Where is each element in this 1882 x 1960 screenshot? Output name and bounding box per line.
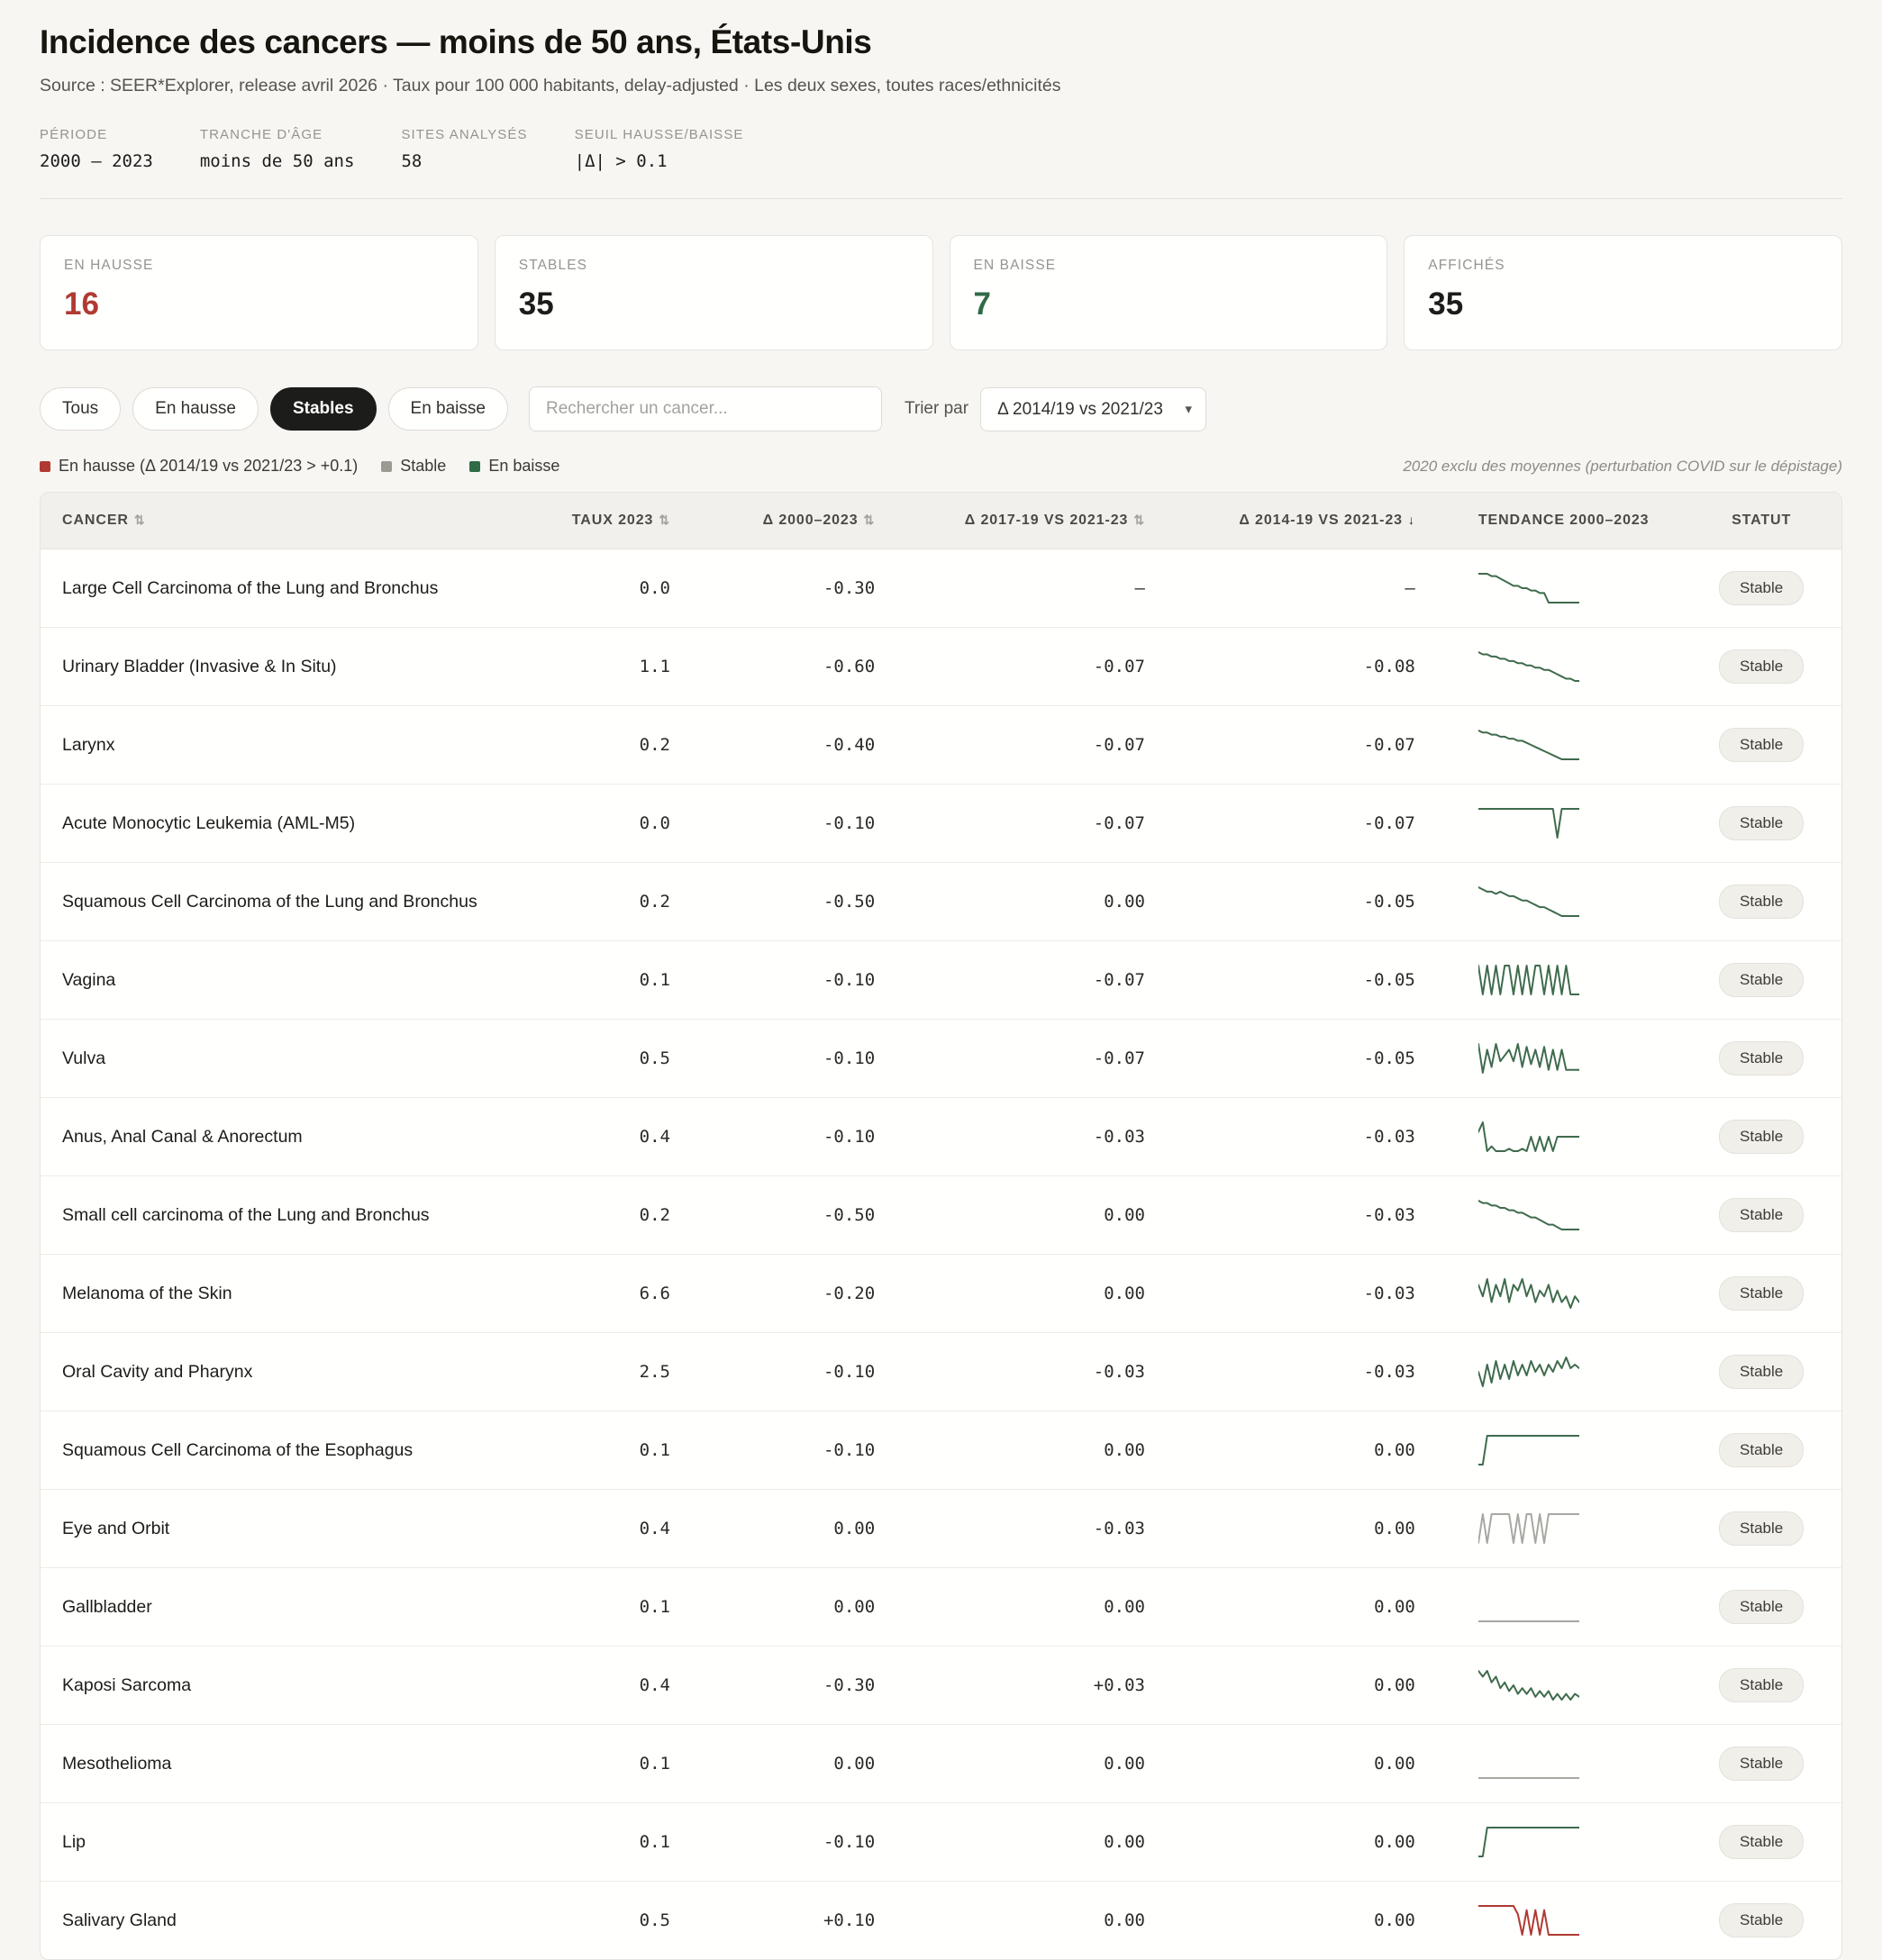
cell-delta-2017-19: 0.00 [911,1568,1181,1647]
cell-delta-2000-2023: -0.10 [701,941,911,1020]
cell-taux-2023: 0.2 [541,863,701,941]
cell-trend-sparkline [1451,1568,1681,1647]
table-row[interactable] [41,1647,1841,1725]
cell-delta-2014-19: -0.03 [1181,1176,1451,1255]
filter-stables[interactable]: Stables [270,387,377,431]
col-statut-label: STATUT [1732,513,1792,528]
cell-trend-sparkline [1451,785,1681,863]
stat-card-en-hausse-label: EN HAUSSE [64,258,154,273]
stat-card-affiches [1404,235,1842,350]
meta-periode-label: PÉRIODE [40,127,108,142]
cell-delta-2014-19: -0.05 [1181,1020,1451,1098]
cell-cancer: Urinary Bladder (Invasive & In Situ) [41,628,541,706]
cell-delta-2017-19: 0.00 [911,1803,1181,1882]
cell-taux-2023: 2.5 [541,1333,701,1411]
legend-swatch-en-baisse [469,461,480,472]
cell-statut [1681,1803,1841,1882]
col-delta-2017-19-label: Δ 2017-19 VS 2021-23 [964,513,1129,528]
table-row[interactable] [41,1411,1841,1490]
cell-statut [1681,1255,1841,1333]
cell-cancer: Gallbladder [41,1568,541,1647]
status-badge: Stable [1719,1590,1804,1624]
cell-delta-2000-2023: -0.10 [701,1020,911,1098]
cell-delta-2000-2023: -0.30 [701,549,911,628]
cell-statut [1681,785,1841,863]
cell-delta-2014-19: 0.00 [1181,1647,1451,1725]
col-cancer-label: CANCER [62,513,129,528]
meta-sites-value: 58 [401,151,423,171]
cell-delta-2017-19: 0.00 [911,1725,1181,1803]
cell-delta-2014-19: 0.00 [1181,1411,1451,1490]
cell-delta-2014-19: -0.03 [1181,1255,1451,1333]
legend-note: 2020 exclu des moyennes (perturbation COVID sur le dépistage) [1403,457,1842,475]
legend-label-stable: Stable [400,457,447,475]
cell-taux-2023: 0.4 [541,1490,701,1568]
cell-taux-2023: 0.5 [541,1020,701,1098]
cell-delta-2000-2023: -0.10 [701,1803,911,1882]
cell-delta-2014-19: 0.00 [1181,1803,1451,1882]
meta-seuil-label: SEUIL HAUSSE/BAISSE [574,127,744,142]
status-badge: Stable [1719,1041,1804,1075]
cell-delta-2000-2023: -0.50 [701,1176,911,1255]
cell-taux-2023: 0.5 [639,1910,670,1930]
status-badge: Stable [1719,806,1804,840]
meta-sites-label: SITES ANALYSÉS [401,127,528,142]
stat-card-en-hausse [40,235,478,350]
table-row[interactable] [41,1568,1841,1647]
table-body [41,549,1841,1960]
cell-cancer: Oral Cavity and Pharynx [41,1333,541,1411]
cell-delta-2000-2023: 0.00 [701,1490,911,1568]
status-badge: Stable [1719,1120,1804,1154]
status-badge: Stable [1719,1276,1804,1311]
table-row[interactable] [41,628,1841,706]
cell-taux-2023: 0.4 [541,1098,701,1176]
cell-statut [1681,706,1841,785]
cell-delta-2017-19: -0.07 [911,628,1181,706]
controls-bar [40,386,1842,431]
chevron-down-icon: ▾ [1185,402,1193,417]
cell-statut [1681,1411,1841,1490]
cell-delta-2014-19: -0.05 [1181,863,1451,941]
cell-trend-sparkline [1451,1803,1681,1882]
cell-cancer: Vulva [41,1020,541,1098]
cell-statut [1681,1098,1841,1176]
cell-taux-2023: 0.1 [541,1568,701,1647]
table-row[interactable] [41,1176,1841,1255]
cell-delta-2017-19: — [911,549,1181,628]
col-taux-2023[interactable] [541,493,701,549]
cell-cancer: Salivary Gland [62,1910,177,1930]
table-row[interactable] [41,706,1841,785]
stat-card-affiches-label: AFFICHÉS [1428,258,1505,273]
cell-delta-2000-2023: -0.10 [701,1098,911,1176]
cell-taux-2023: 6.6 [541,1255,701,1333]
status-badge: Stable [1719,1433,1804,1467]
sort-icon-taux: ⇅ [659,513,670,527]
cell-cancer: Eye and Orbit [41,1490,541,1568]
cell-trend-sparkline [1451,1647,1681,1725]
stat-card-stables-label: STABLES [518,258,588,273]
status-badge: Stable [1719,1825,1804,1859]
cell-cancer: Mesothelioma [41,1725,541,1803]
page-subtitle: Source : SEER*Explorer, release avril 2026 · Taux pour 100 000 habitants, delay-adjusted · Les deux sexes, toutes races/ethnicités [40,76,1061,95]
legend-label-en-baisse: En baisse [488,457,560,475]
cell-cancer: Squamous Cell Carcinoma of the Lung and Bronchus [41,863,541,941]
col-cancer[interactable] [41,493,541,549]
cell-delta-2000-2023: -0.10 [701,1333,911,1411]
cell-statut [1681,549,1841,628]
cell-statut [1681,1176,1841,1255]
col-tendance [1451,493,1681,549]
meta-periode [40,127,153,171]
legend-items [40,457,559,476]
cell-delta-2017-19: 0.00 [911,1411,1181,1490]
legend-swatch-stable [381,461,392,472]
col-delta-2000-2023[interactable] [701,493,911,549]
cell-cancer: Small cell carcinoma of the Lung and Bronchus [41,1176,541,1255]
status-badge: Stable [1719,1668,1804,1702]
cell-taux-2023: 1.1 [541,628,701,706]
cell-delta-2017-19: -0.07 [911,706,1181,785]
col-taux-2023-label: TAUX 2023 [571,513,654,528]
cell-delta-2000-2023: -0.20 [701,1255,911,1333]
table-row[interactable] [41,785,1841,863]
legend-row [40,457,1842,476]
cell-cancer: Squamous Cell Carcinoma of the Esophagus [41,1411,541,1490]
page-title: Incidence des cancers — moins de 50 ans, États-Unis [40,23,872,60]
col-tendance-label: TENDANCE 2000–2023 [1477,513,1650,528]
cell-statut [1681,628,1841,706]
sort-label: Trier par [904,399,969,418]
table-row[interactable] [41,1490,1841,1568]
cell-delta-2017-19: 0.00 [911,1255,1181,1333]
cell-cancer: Kaposi Sarcoma [41,1647,541,1725]
table-row[interactable] [41,863,1841,941]
sort-select[interactable] [980,387,1206,431]
meta-tranche-age [200,127,355,171]
legend-item-en-baisse [469,457,559,476]
cell-statut [1681,863,1841,941]
cell-delta-2014-19: 0.00 [1181,1568,1451,1647]
status-badge: Stable [1719,1355,1804,1389]
table-row[interactable] [41,941,1841,1020]
cell-delta-2014-19: -0.08 [1181,628,1451,706]
cell-cancer: Anus, Anal Canal & Anorectum [41,1098,541,1176]
legend-label-en-hausse: En hausse (Δ 2014/19 vs 2021/23 > +0.1) [59,457,359,475]
cell-statut [1681,1490,1841,1568]
cell-taux-2023: 0.0 [541,785,701,863]
cell-cancer: Large Cell Carcinoma of the Lung and Bronchus [41,549,541,628]
table-row[interactable] [41,1255,1841,1333]
stat-card-en-baisse-value: 7 [973,286,991,322]
legend-item-stable [381,457,446,476]
cell-delta-2000-2023: -0.50 [701,863,911,941]
cell-trend-sparkline [1451,1882,1681,1960]
table-row[interactable] [41,1020,1841,1098]
meta-tranche-age-label: TRANCHE D'ÂGE [199,127,323,142]
cell-statut [1681,1333,1841,1411]
cell-statut [1681,1882,1841,1960]
cell-delta-2014-19: 0.00 [1181,1725,1451,1803]
meta-row [40,127,1842,171]
cell-trend-sparkline [1451,1490,1681,1568]
legend-item-en-hausse [40,457,358,476]
cell-delta-2000-2023: +0.10 [823,1910,876,1930]
cell-delta-2017-19: -0.07 [911,941,1181,1020]
cell-trend-sparkline [1451,1176,1681,1255]
sort-select-wrap [980,387,1206,431]
cell-delta-2014-19: 0.00 [1181,1490,1451,1568]
cell-delta-2017-19: 0.00 [1104,1910,1145,1930]
cell-trend-sparkline [1451,1725,1681,1803]
sort-icon-cancer: ⇅ [133,513,146,527]
cell-delta-2014-19: — [1181,549,1451,628]
cell-delta-2000-2023: -0.30 [701,1647,911,1725]
cell-delta-2014-19: -0.07 [1181,706,1451,785]
cell-cancer: Lip [41,1803,541,1882]
cell-statut [1681,1647,1841,1725]
cell-delta-2017-19: 0.00 [911,1176,1181,1255]
cell-trend-sparkline [1451,863,1681,941]
status-badge: Stable [1719,649,1804,684]
cell-statut [1681,1020,1841,1098]
table-header-row [41,493,1841,549]
cell-delta-2014-19: 0.00 [1374,1910,1415,1930]
sort-icon-delta-2014: ↓ [1407,513,1415,527]
cell-trend-sparkline [1451,549,1681,628]
cell-trend-sparkline [1451,1255,1681,1333]
cell-statut [1681,1568,1841,1647]
cell-delta-2014-19: -0.03 [1181,1098,1451,1176]
status-badge: Stable [1719,1198,1804,1232]
status-badge: Stable [1719,963,1804,997]
cell-trend-sparkline [1451,1333,1681,1411]
cell-trend-sparkline [1451,1020,1681,1098]
table-row[interactable] [41,1333,1841,1411]
cell-taux-2023: 0.1 [541,1411,701,1490]
header-divider [40,198,1842,199]
table-row[interactable] [41,1725,1841,1803]
cell-trend-sparkline [1451,628,1681,706]
meta-tranche-age-value: moins de 50 ans [199,151,355,171]
cell-taux-2023: 0.0 [541,549,701,628]
cell-taux-2023: 0.2 [541,1176,701,1255]
cell-statut [1681,941,1841,1020]
cell-trend-sparkline [1451,706,1681,785]
cell-taux-2023: 0.4 [541,1647,701,1725]
status-badge: Stable [1719,571,1804,605]
cell-taux-2023: 0.1 [541,941,701,1020]
col-statut [1681,493,1841,549]
sort-icon-delta-2017: ⇅ [1133,513,1145,527]
cell-cancer: Vagina [41,941,541,1020]
meta-seuil [575,127,744,171]
filter-tous[interactable]: Tous [40,387,121,431]
sort-icon-delta-2000: ⇅ [863,513,876,527]
cell-taux-2023: 0.1 [541,1803,701,1882]
cell-delta-2014-19: -0.05 [1181,941,1451,1020]
table-row[interactable] [41,549,1841,628]
cell-trend-sparkline [1451,1411,1681,1490]
status-badge: Stable [1719,1903,1804,1937]
col-delta-2014-19-label: Δ 2014-19 VS 2021-23 [1239,513,1403,528]
stat-card-en-hausse-value: 16 [64,286,99,322]
cell-cancer: Melanoma of the Skin [41,1255,541,1333]
cancer-table-wrap [40,492,1842,1960]
stat-card-en-baisse [950,235,1388,350]
table-head [41,493,1841,549]
filter-en-hausse[interactable]: En hausse [132,387,259,431]
cancer-table [41,493,1841,1959]
cell-delta-2000-2023: -0.40 [701,706,911,785]
status-badge: Stable [1719,728,1804,762]
legend-swatch-en-hausse [40,461,50,472]
cell-cancer: Larynx [41,706,541,785]
meta-sites [401,127,527,171]
cell-delta-2017-19: +0.03 [911,1647,1181,1725]
cell-statut [1681,1725,1841,1803]
stat-cards [40,235,1842,350]
cell-delta-2017-19: -0.03 [911,1490,1181,1568]
col-delta-2000-2023-label: Δ 2000–2023 [762,513,859,528]
meta-periode-value: 2000 — 2023 [40,151,153,171]
cell-trend-sparkline [1451,1098,1681,1176]
search-input[interactable] [529,386,882,431]
cell-delta-2014-19: -0.03 [1181,1333,1451,1411]
stat-card-stables-value: 35 [518,286,554,322]
cell-delta-2000-2023: -0.10 [701,1411,911,1490]
cell-cancer: Acute Monocytic Leukemia (AML-M5) [41,785,541,863]
col-delta-2017-19[interactable] [911,493,1181,549]
status-badge: Stable [1719,1747,1804,1781]
cell-delta-2000-2023: 0.00 [701,1568,911,1647]
cell-delta-2017-19: -0.07 [911,1020,1181,1098]
table-row[interactable] [41,1098,1841,1176]
cell-taux-2023: 0.2 [541,706,701,785]
cell-delta-2014-19: -0.07 [1181,785,1451,863]
filter-en-baisse[interactable]: En baisse [388,387,508,431]
cell-delta-2017-19: -0.03 [911,1098,1181,1176]
stat-card-en-baisse-label: EN BAISSE [973,258,1057,273]
cell-trend-sparkline [1451,941,1681,1020]
table-row[interactable] [41,1882,1841,1960]
cell-delta-2017-19: -0.03 [911,1333,1181,1411]
col-delta-2014-19[interactable] [1181,493,1451,549]
meta-seuil-value: |Δ| > 0.1 [574,151,668,171]
cell-delta-2000-2023: 0.00 [701,1725,911,1803]
cell-taux-2023: 0.1 [541,1725,701,1803]
status-badge: Stable [1719,1511,1804,1546]
cell-delta-2000-2023: -0.10 [701,785,911,863]
table-row[interactable] [41,1803,1841,1882]
stat-card-affiches-value: 35 [1428,286,1464,322]
status-badge: Stable [1719,885,1804,919]
stat-card-stables [495,235,933,350]
cell-delta-2017-19: 0.00 [911,863,1181,941]
cell-delta-2017-19: -0.07 [911,785,1181,863]
cell-delta-2000-2023: -0.60 [701,628,911,706]
